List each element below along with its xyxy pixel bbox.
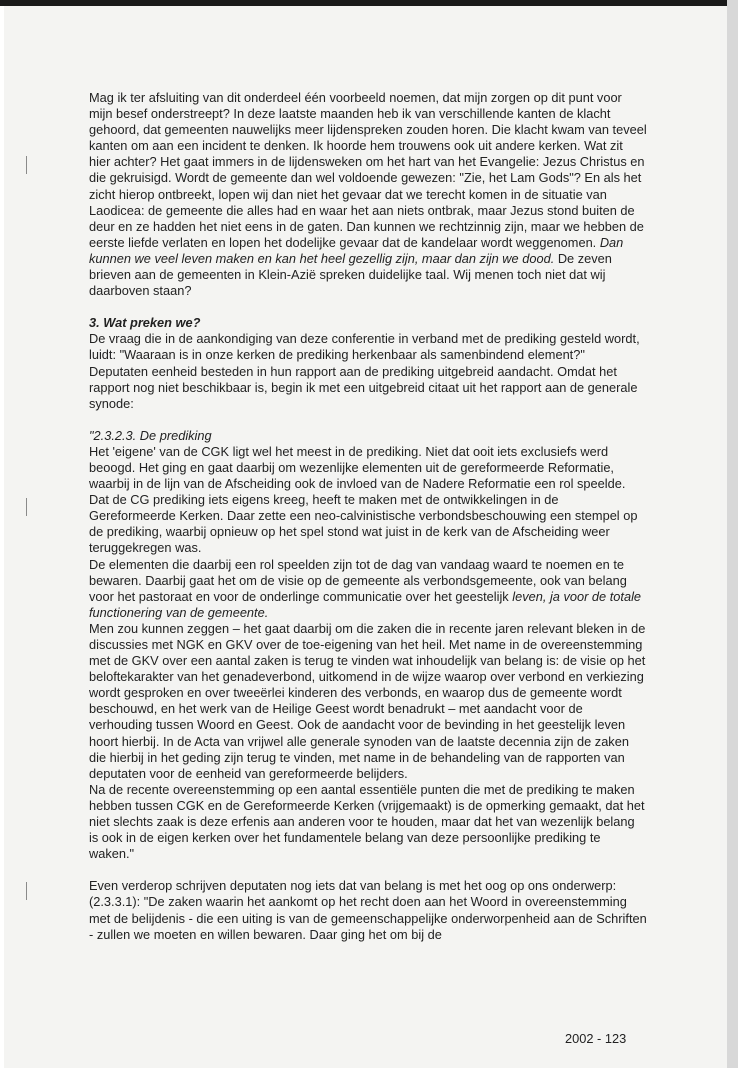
paragraph-3: Deputaten eenheid besteden in hun rapport aan de prediking uitgebreid aandacht. Omdat het rapport nog niet beschikbaar is, begin ik met een uitgebreid citaat uit het rapport aan de generale synode: <box>89 363 638 411</box>
quote-heading-text: "2.3.2.3. De prediking <box>89 427 212 443</box>
paragraph-2: De vraag die in de aankondiging van deze conferentie in verband met de prediking gesteld wordt, luidt: "Waaraan is in onze kerken de prediking herkenbaar als samenbindend element?" <box>89 331 640 363</box>
paragraph-8: Even verderop schrijven deputaten nog iets dat van belang is met het oog op ons onderwerp: (2.3.3.1): "De zaken waarin het aankomt op het recht doen aan het Woord in overeenstemming met de belijdenis - die een uiting is van de gemeenschappelijke onderworpenheid aan de Schriften - zullen we moeten en willen bewaren. Daar ging het om bij de <box>89 878 647 942</box>
paragraph-5-italic: leven, ja voor de totale functionering van de gemeente. <box>89 588 642 620</box>
paragraph-1-end: De zeven brieven aan de gemeenten in Klein-Azië spreken duidelijke taal. Wij menen toch niet dat wij daarboven staan? <box>89 250 612 299</box>
scan-right-edge <box>727 0 738 1068</box>
margin-mark <box>26 156 27 174</box>
paragraph-1 <box>89 90 647 299</box>
margin-mark <box>26 882 27 900</box>
paragraph-6: Men zou kunnen zeggen – het gaat daarbij om die zaken die in recente jaren relevant bleken in de discussies met NGK en GKV over de toe-eigening van het heil. Met name in de overeenstemming met de GKV over een aantal zaken is terug te vinden wat inhoudelijk van belang is: de visie op het beloftekarakter van het genadeverbond, uitkomend in de wijze waarop over verbond en verkiezing wordt gesproken en over tweeërlei kinderen des verbonds, en waarop dus de gemeente wordt beschouwd, en het werk van de Heilige Geest wordt benadrukt – met aandacht voor de verhouding tussen Woord en Geest. Ook de aandacht voor de bevinding in het geestelijk leven hoort hierbij. In de Acta van vrijwel alle generale synoden van de laatste decennia zijn de zaken die hierbij in het geding zijn terug te vinden, met name in de behandeling van de rapporten van deputaten voor de eenheid van gereformeerde belijders. <box>89 620 646 781</box>
spacer <box>89 299 647 315</box>
margin-mark <box>26 498 27 516</box>
spacer <box>89 862 647 878</box>
paragraph-1-italic: Dan kunnen we veel leven maken en kan het heel gezellig zijn, maar dan zijn we dood. <box>89 234 624 266</box>
paragraph-4: Het 'eigene' van de CGK ligt wel het meest in de prediking. Niet dat ooit iets exclusiefs werd beoogd. Het ging en gaat daarbij om wezenlijke elementen uit de gereformeerde Reformatie, waarbij in de lijn van de Afscheiding ook de invloed van de Nadere Reformatie een rol speelde. Dat de CG prediking iets eigens kreeg, heeft te maken met de ontwikkelingen in de Gereformeerde Kerken. Daar zette een neo-calvinistische verbondsbeschouwing een stempel op de prediking, waarbij opnieuw op het spel stond wat juist in de kerk van de Afscheiding weer teruggekregen was. <box>89 443 638 556</box>
quote-heading <box>89 428 647 444</box>
paragraph-7: Na de recente overeenstemming op een aantal essentiële punten die met de prediking te maken hebben tussen CGK en de Gereformeerde Kerken (vrijgemaakt) is de opmerking gemaakt, dat het niet slechts zaak is deze erfenis aan anderen voor te houden, maar dat het van wezenlijk belang is ook in de eigen kerken over het fundamentele belang van deze persoonlijke prediking te waken." <box>89 781 645 862</box>
paragraph-1-text: Mag ik ter afsluiting van dit onderdeel één voorbeeld noemen, dat mijn zorgen op dit punt voor mijn besef onderstreept? In deze laatste maanden heb ik van verschillende kanten de klacht gehoord, dat gemeenten nauwelijks meer lijdenspreken zouden horen. Die klacht kwam van teveel kanten om aan een incident te denken. Ik hoorde hem trouwens ook uit andere kerken. Wat zit hier achter? Het gaat immers in de lijdensweken om het hart van het Evangelie: Jezus Christus en die gekruisigd. Wordt de gemeente dan wel voldoende gewezen: "Zie, het Lam Gods"? En als het zicht hierop ontbreekt, lopen wij dan niet het gevaar dat we terecht komen in de situatie van Laodicea: de gemeente die alles had en waar het aan niets ontbrak, maar Jezus stond buiten de deur en ze hadden het niet eens in de gaten. Dan kunnen we rechtzinnig zijn, maar we hebben de eerste liefde verlaten en lopen het dodelijke gevaar dat de kandelaar wordt weggenomen. <box>89 90 647 250</box>
paragraph-5-text: De elementen die daarbij een rol speelden zijn tot de dag van vandaag waard te noemen en te bewaren. Daarbij gaat het om de visie op de gemeente als verbondsgemeente, ook van belang voor het pastoraat en voor de onderlinge communicatie over het geestelijk <box>89 556 627 604</box>
body-text <box>89 90 647 943</box>
paragraph-5 <box>89 557 647 621</box>
spacer <box>89 412 647 428</box>
section-heading: 3. Wat preken we? <box>89 315 201 331</box>
page-number: 2002 - 123 <box>565 1031 627 1046</box>
